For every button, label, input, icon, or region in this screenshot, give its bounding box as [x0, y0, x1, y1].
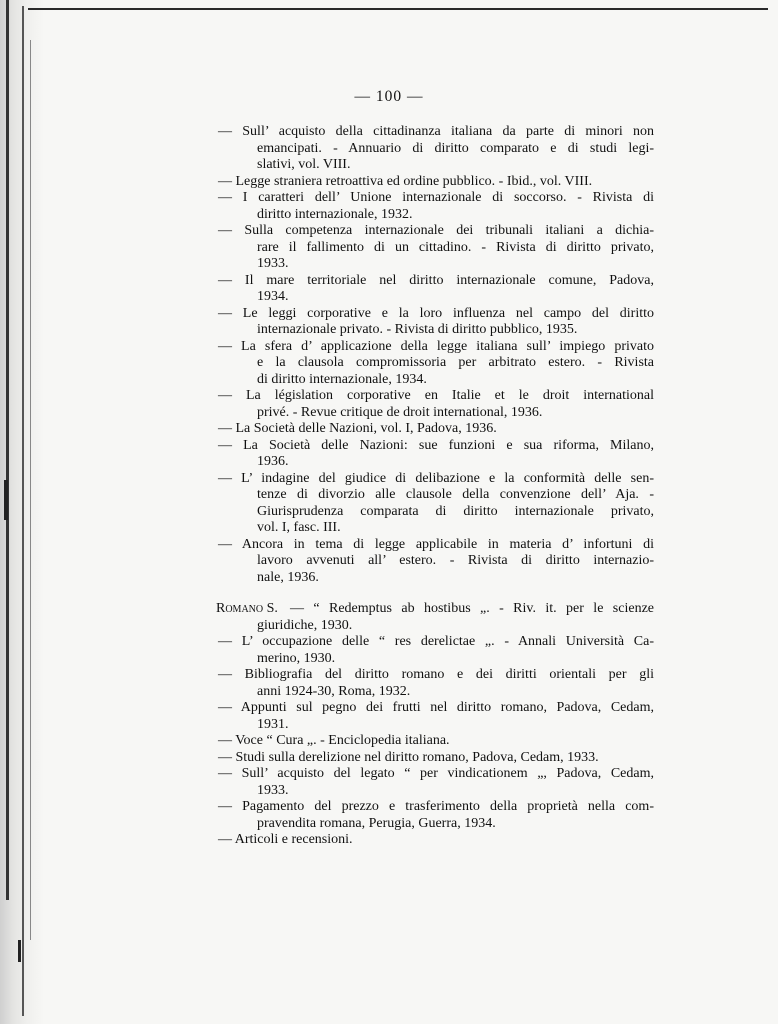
entry-line: diritto internazionale, 1932. — [257, 206, 413, 222]
binding-fold — [22, 6, 24, 1016]
page-number: — 100 — — [354, 88, 424, 105]
entry-line: — I caratteri dell’ Unione internazionale di soccorso. - Rivista di — [218, 190, 654, 205]
entry-line: 1933. — [257, 782, 289, 798]
entry-line: — Sull’ acquisto della cittadinanza italiana da parte di minori non — [218, 124, 654, 139]
entry-line: — Il mare territoriale nel diritto internazionale comune, Padova, — [218, 272, 654, 288]
entry-line: — Appunti sul pegno dei frutti nel diritto romano, Padova, Cedam, — [218, 700, 654, 715]
binding-rule — [30, 40, 31, 940]
entry-line: 1934. — [257, 289, 289, 304]
entry-line: 1931. — [257, 716, 289, 732]
entry-line: emancipati. - Annuario di diritto comparato e di studi legi- — [257, 140, 654, 156]
entry-line: 1933. — [257, 256, 289, 271]
entry-line: — La sfera d’ applicazione della legge italiana sull’ impiego privato — [218, 338, 654, 354]
entry-line: giuridiche, 1930. — [257, 617, 353, 633]
entry-line: internazionale privato. - Rivista di diritto pubblico, 1935. — [257, 322, 578, 337]
entry-line: — Sulla competenza internazionale dei tribunali italiani a dichia- — [218, 223, 654, 238]
entry-line: Giurisprudenza comparata di diritto internazionale privato, — [257, 503, 654, 519]
entry-line: — Sull’ acquisto del legato “ per vindicationem „, Padova, Cedam, — [218, 766, 654, 781]
entry-line: — Ancora in tema di legge applicabile in materia d’ infortuni di — [218, 536, 654, 552]
entry-line: nale, 1936. — [257, 569, 319, 585]
entry-line: — Legge straniera retroattiva ed ordine pubblico. - Ibid., vol. VIII. — [218, 173, 593, 189]
entry-line: — Studi sulla derelizione nel diritto romano, Padova, Cedam, 1933. — [218, 749, 599, 765]
entry-line: — Bibliografia del diritto romano e dei diritti orientali per gli — [218, 667, 654, 682]
entry-line: vol. I, fasc. III. — [257, 520, 341, 535]
entry-line: — La législation corporative en Italie et le droit international — [218, 388, 654, 403]
entry-line: — La Società delle Nazioni: sue funzioni e sua riforma, Milano, — [218, 437, 654, 453]
entry-line: — Voce “ Cura „. - Enciclopedia italiana. — [218, 733, 450, 748]
entry-line: privé. - Revue critique de droit international, 1936. — [257, 404, 543, 420]
entry-line: — Articoli e recensioni. — [218, 832, 353, 847]
entry-line: pravendita romana, Perugia, Guerra, 1934. — [257, 815, 496, 831]
entry-line: rare il fallimento di un cittadino. - Rivista di diritto privato, — [257, 239, 654, 255]
binding-blot — [18, 940, 21, 962]
top-rule — [28, 8, 768, 10]
entry-line: — Le leggi corporative e la loro influenza nel campo del diritto — [218, 305, 654, 321]
entry-line: — Pagamento del prezzo e trasferimento della proprietà nella com- — [218, 799, 654, 814]
entry-line: — La Società delle Nazioni, vol. I, Padova, 1936. — [218, 421, 497, 436]
entry-line: lavoro avvenuti all’ estero. - Rivista di diritto internazio- — [257, 553, 654, 568]
binding-blot — [4, 480, 8, 520]
entry-line: anni 1924-30, Roma, 1932. — [257, 683, 411, 699]
entry-line: slativi, vol. VIII. — [257, 157, 351, 172]
entry-line: — L’ indagine del giudice di delibazione e la conformità delle sen- — [218, 470, 654, 486]
entry-line: e la clausola compromissoria per arbitrato estero. - Rivista — [257, 355, 654, 370]
entry-line: — “ Redemptus ab hostibus „. - Riv. it. per le scienze — [290, 601, 654, 616]
book-binding-edge — [0, 0, 44, 1024]
author-name: Romano S. — [216, 601, 278, 616]
binding-shadow — [6, 0, 9, 900]
entry-line: di diritto internazionale, 1934. — [257, 371, 427, 387]
entry-line: tenze di divorzio alle clausole della convenzione dell’ Aja. - — [257, 487, 654, 502]
entry-line: 1936. — [257, 454, 289, 469]
entry-line: merino, 1930. — [257, 650, 336, 666]
entry-line: — L’ occupazione delle “ res derelictae „. - Annali Università Ca- — [218, 634, 654, 649]
